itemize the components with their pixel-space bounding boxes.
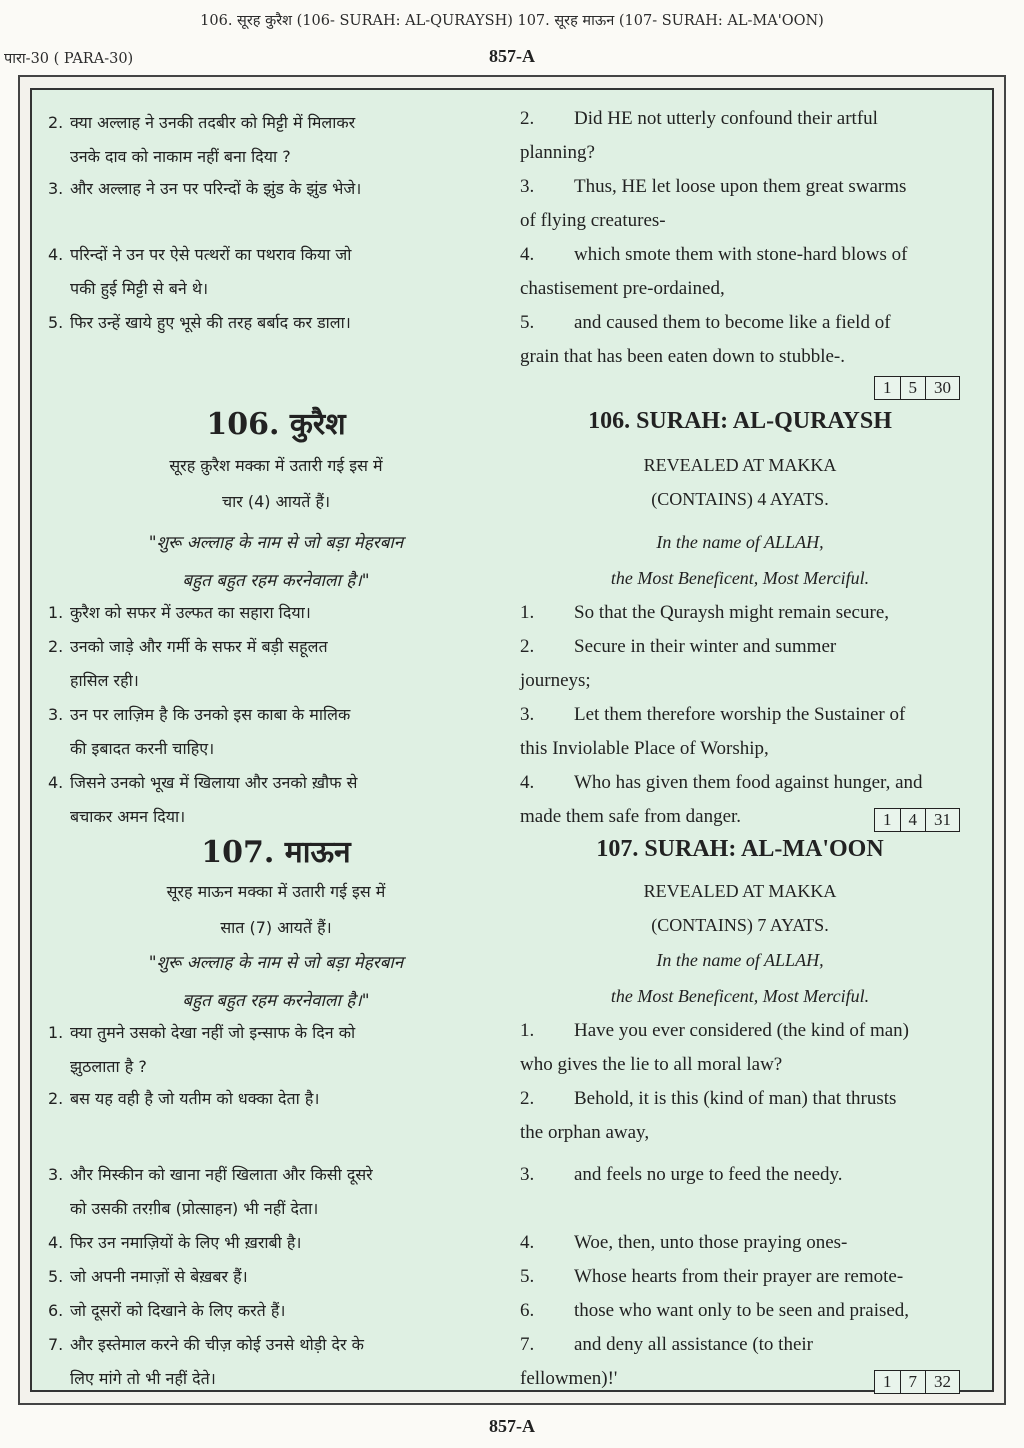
hindi-maoon-2 bbox=[48, 1082, 504, 1116]
ref-cell: 32 bbox=[934, 1372, 951, 1391]
english-quraysh-3 bbox=[520, 698, 960, 766]
hindi-quraysh-4 bbox=[48, 766, 504, 834]
verse-text: उनके दाव को नाकाम नहीं बना दिया ? bbox=[70, 147, 291, 166]
bismillah-line: In the name of ALLAH, bbox=[656, 950, 824, 970]
verse-number: 5. bbox=[48, 1267, 64, 1286]
verse-text: उन पर लाज़िम है कि उनको इस काबा के मालिक bbox=[70, 705, 351, 724]
verse-text: those who want only to be seen and praised, bbox=[574, 1300, 910, 1321]
verse-number: 4. bbox=[520, 244, 535, 265]
verse-number: 4. bbox=[48, 245, 64, 264]
ayat-reference-box bbox=[874, 808, 960, 832]
verse-text: जो दूसरों को दिखाने के लिए करते हैं। bbox=[70, 1301, 286, 1320]
verse-number: 5. bbox=[520, 1266, 535, 1287]
verse-text: क्या तुमने उसको देखा नहीं जो इन्साफ के दिन को bbox=[70, 1023, 356, 1042]
bismillah-line: "शुरू अल्लाह के नाम से जो बड़ा मेहरबान bbox=[148, 953, 404, 973]
hindi-maoon-6 bbox=[48, 1294, 504, 1328]
verse-text: बस यह वही है जो यतीम को धक्का देता है। bbox=[70, 1089, 320, 1108]
hindi-verse-2 bbox=[48, 106, 504, 174]
verse-text: बचाकर अमन दिया। bbox=[70, 807, 186, 826]
running-head: 106. सूरह कुरैश (106- SURAH: AL-QURAYSH) 107. सूरह माऊन (107- SURAH: AL-MA'OON) bbox=[200, 13, 824, 29]
verse-number: 3. bbox=[520, 1164, 535, 1185]
hindi-surah-106-intro bbox=[48, 448, 504, 520]
verse-text: fellowmen)!' bbox=[520, 1368, 618, 1389]
verse-text: फिर उन नमाज़ियों के लिए भी ख़राबी है। bbox=[70, 1233, 302, 1252]
page-number-bottom: 857-A bbox=[489, 1416, 535, 1436]
ref-cell: 5 bbox=[901, 377, 927, 399]
verse-text: So that the Quraysh might remain secure, bbox=[574, 602, 890, 623]
verse-number: 4. bbox=[520, 1232, 535, 1253]
ref-cell: 1 bbox=[875, 809, 901, 831]
verse-text: कुरैश को सफर में उल्फत का सहारा दिया। bbox=[70, 603, 311, 622]
bismillah-line: बहुत बहुत रहम करनेवाला है।" bbox=[182, 991, 370, 1011]
verse-number: 2. bbox=[520, 108, 535, 129]
english-bismillah-106 bbox=[520, 524, 960, 596]
verse-text: Whose hearts from their prayer are remote- bbox=[574, 1266, 904, 1287]
hindi-verse-3 bbox=[48, 172, 504, 206]
verse-number: 5. bbox=[520, 312, 535, 333]
verse-text: पकी हुई मिट्टी से बने थे। bbox=[70, 279, 209, 298]
verse-text: झुठलाता है ? bbox=[70, 1057, 147, 1076]
hindi-surah-106-title: 106. कुरैश bbox=[206, 407, 346, 442]
hindi-surah-107-title: 107. माऊन bbox=[201, 835, 351, 870]
verse-text: chastisement pre-ordained, bbox=[520, 278, 725, 299]
verse-text: जिसने उनको भूख में खिलाया और उनको ख़ौफ से bbox=[70, 773, 358, 792]
hindi-maoon-7 bbox=[48, 1328, 504, 1396]
ref-cell: 30 bbox=[934, 378, 951, 397]
hindi-maoon-1 bbox=[48, 1016, 504, 1084]
intro-line: सात (7) आयतें हैं। bbox=[220, 918, 332, 937]
english-maoon-6 bbox=[520, 1294, 960, 1328]
hindi-quraysh-2 bbox=[48, 630, 504, 698]
verse-text: journeys; bbox=[520, 670, 591, 691]
intro-line: REVEALED AT MAKKA bbox=[643, 881, 837, 901]
english-maoon-2 bbox=[520, 1082, 960, 1150]
verse-text: की इबादत करनी चाहिए। bbox=[70, 739, 215, 758]
hindi-maoon-4 bbox=[48, 1226, 504, 1260]
verse-text: and feels no urge to feed the needy. bbox=[574, 1164, 843, 1185]
verse-text: Behold, it is this (kind of man) that thrusts bbox=[574, 1088, 897, 1109]
verse-number: 1. bbox=[520, 602, 535, 623]
hindi-verse-5 bbox=[48, 306, 504, 340]
verse-text: Let them therefore worship the Sustainer of bbox=[574, 704, 906, 725]
verse-number: 3. bbox=[48, 179, 64, 198]
ayat-reference-box bbox=[874, 1370, 960, 1394]
english-verse-5 bbox=[520, 306, 960, 374]
verse-number: 5. bbox=[48, 313, 64, 332]
verse-text: Who has given them food against hunger, and bbox=[574, 772, 923, 793]
page-number-top: 857-A bbox=[489, 46, 535, 66]
ayat-reference-box bbox=[874, 376, 960, 400]
english-verse-2 bbox=[520, 102, 960, 170]
verse-number: 2. bbox=[520, 1088, 535, 1109]
ref-cell: 1 bbox=[875, 1371, 901, 1393]
verse-number: 3. bbox=[48, 1165, 64, 1184]
intro-line: सूरह क़ुरैश मक्का में उतारी गई इस में bbox=[169, 456, 383, 475]
verse-text: Did HE not utterly confound their artful bbox=[574, 108, 878, 129]
verse-number: 1. bbox=[48, 603, 64, 622]
bismillah-line: "शुरू अल्लाह के नाम से जो बड़ा मेहरबान bbox=[148, 533, 404, 553]
verse-text: Woe, then, unto those praying ones- bbox=[574, 1232, 848, 1253]
verse-text: this Inviolable Place of Worship, bbox=[520, 738, 769, 759]
hindi-quraysh-3 bbox=[48, 698, 504, 766]
verse-text: planning? bbox=[520, 142, 595, 163]
verse-number: 4. bbox=[48, 773, 64, 792]
english-verse-4 bbox=[520, 238, 960, 306]
verse-number: 2. bbox=[48, 637, 64, 656]
english-quraysh-2 bbox=[520, 630, 960, 698]
verse-text: उनको जाड़े और गर्मी के सफर में बड़ी सहूलत bbox=[70, 637, 328, 656]
verse-text: made them safe from danger. bbox=[520, 806, 742, 827]
verse-number: 2. bbox=[48, 113, 64, 132]
verse-text: फिर उन्हें खाये हुए भूसे की तरह बर्बाद कर डाला। bbox=[70, 313, 351, 332]
verse-text: grain that has been eaten down to stubble-. bbox=[520, 346, 846, 367]
bismillah-line: the Most Beneficent, Most Merciful. bbox=[610, 568, 870, 588]
english-surah-106-intro bbox=[520, 448, 960, 516]
intro-line: (CONTAINS) 4 AYATS. bbox=[651, 489, 829, 509]
english-surah-107-intro bbox=[520, 874, 960, 942]
english-bismillah-107 bbox=[520, 942, 960, 1014]
hindi-bismillah-107 bbox=[48, 944, 504, 1020]
para-label: पारा-30 ( PARA-30) bbox=[4, 51, 134, 67]
verse-text: and caused them to become like a field of bbox=[574, 312, 891, 333]
english-maoon-3 bbox=[520, 1158, 960, 1192]
verse-number: 3. bbox=[520, 176, 535, 197]
verse-text: जो अपनी नमाज़ों से बेख़बर हैं। bbox=[70, 1267, 248, 1286]
verse-number: 2. bbox=[520, 636, 535, 657]
verse-number: 6. bbox=[520, 1300, 535, 1321]
verse-text: हासिल रही। bbox=[70, 671, 139, 690]
hindi-quraysh-1 bbox=[48, 596, 504, 630]
verse-text: क्या अल्लाह ने उनकी तदबीर को मिट्टी में मिलाकर bbox=[70, 113, 356, 132]
verse-text: who gives the lie to all moral law? bbox=[520, 1054, 783, 1075]
verse-number: 7. bbox=[520, 1334, 535, 1355]
english-quraysh-1 bbox=[520, 596, 960, 630]
verse-text: और अल्लाह ने उन पर परिन्दों के झुंड के झुंड भेजे। bbox=[70, 179, 362, 198]
bismillah-line: the Most Beneficent, Most Merciful. bbox=[610, 986, 870, 1006]
english-verse-3 bbox=[520, 170, 960, 238]
verse-text: और मिस्कीन को खाना नहीं खिलाता और किसी दूसरे bbox=[70, 1165, 373, 1184]
english-surah-107-title: 107. SURAH: AL-MA'OON bbox=[596, 836, 884, 862]
ref-cell: 1 bbox=[875, 377, 901, 399]
verse-text: Have you ever considered (the kind of man) bbox=[574, 1020, 910, 1041]
verse-number: 3. bbox=[520, 704, 535, 725]
english-maoon-1 bbox=[520, 1014, 960, 1082]
hindi-maoon-5 bbox=[48, 1260, 504, 1294]
verse-text: Secure in their winter and summer bbox=[574, 636, 837, 657]
hindi-maoon-3 bbox=[48, 1158, 504, 1226]
verse-text: Thus, HE let loose upon them great swarms bbox=[574, 176, 907, 197]
verse-number: 7. bbox=[48, 1335, 64, 1354]
bismillah-line: बहुत बहुत रहम करनेवाला है।" bbox=[182, 571, 370, 591]
verse-number: 4. bbox=[48, 1233, 64, 1252]
verse-text: the orphan away, bbox=[520, 1122, 650, 1143]
english-maoon-4 bbox=[520, 1226, 960, 1260]
verse-number: 2. bbox=[48, 1089, 64, 1108]
verse-number: 1. bbox=[48, 1023, 64, 1042]
verse-text: को उसकी तरग़ीब (प्रोत्साहन) भी नहीं देता। bbox=[70, 1199, 319, 1218]
intro-line: (CONTAINS) 7 AYATS. bbox=[651, 915, 829, 935]
english-surah-106-title: 106. SURAH: AL-QURAYSH bbox=[588, 408, 892, 434]
hindi-surah-107-intro bbox=[48, 874, 504, 946]
verse-text: परिन्दों ने उन पर ऐसे पत्थरों का पथराव किया जो bbox=[70, 245, 352, 264]
hindi-bismillah-106 bbox=[48, 524, 504, 600]
verse-number: 1. bbox=[520, 1020, 535, 1041]
ref-cell: 31 bbox=[934, 810, 951, 829]
verse-text: लिए मांगे तो भी नहीं देते। bbox=[70, 1369, 216, 1388]
ref-cell: 7 bbox=[901, 1371, 927, 1393]
ref-cell: 4 bbox=[901, 809, 927, 831]
english-maoon-5 bbox=[520, 1260, 960, 1294]
verse-number: 6. bbox=[48, 1301, 64, 1320]
verse-number: 4. bbox=[520, 772, 535, 793]
intro-line: चार (4) आयतें हैं। bbox=[221, 492, 331, 511]
hindi-verse-4 bbox=[48, 238, 504, 306]
verse-number: 3. bbox=[48, 705, 64, 724]
intro-line: REVEALED AT MAKKA bbox=[643, 455, 837, 475]
verse-text: which smote them with stone-hard blows of bbox=[574, 244, 908, 265]
bismillah-line: In the name of ALLAH, bbox=[656, 532, 824, 552]
intro-line: सूरह माऊन मक्का में उतारी गई इस में bbox=[166, 882, 386, 901]
verse-text: and deny all assistance (to their bbox=[574, 1334, 814, 1355]
verse-text: और इस्तेमाल करने की चीज़ कोई उनसे थोड़ी देर के bbox=[70, 1335, 364, 1354]
verse-text: of flying creatures- bbox=[520, 210, 666, 231]
